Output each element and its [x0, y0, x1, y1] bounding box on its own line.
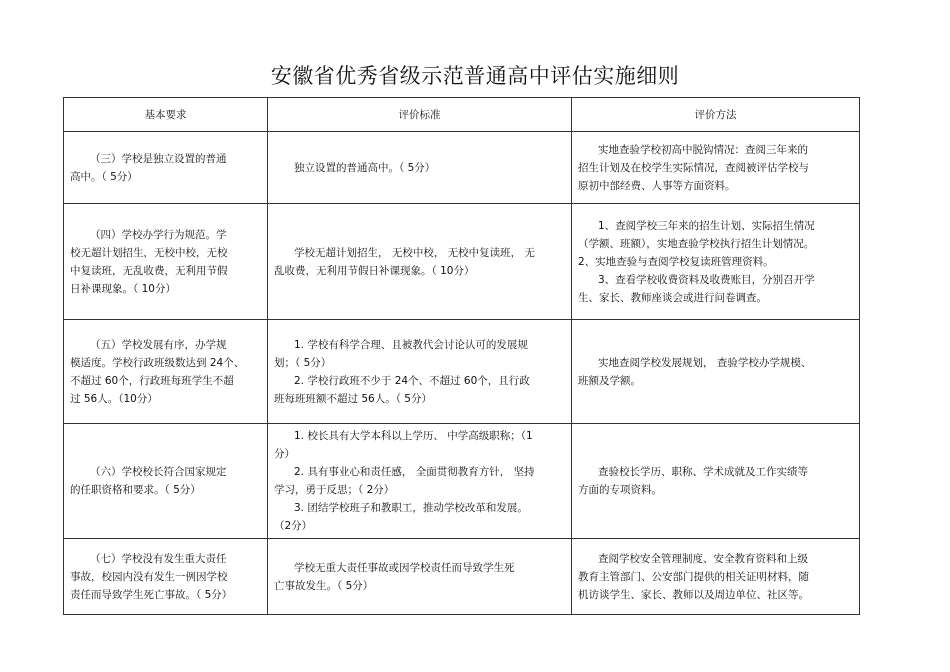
requirement-line: 事故，校园内没有发生一例因学校	[70, 570, 228, 583]
method-line: 教育主管部门、公安部门提供的相关证明材料，随	[578, 570, 809, 583]
standard-line: 独立设置的普通高中。（ 5分）	[294, 161, 436, 174]
method-line: 机访谈学生、家长、教师以及周边单位、社区等。	[578, 588, 809, 601]
requirement-line: （三）学校是独立设置的普通	[90, 152, 227, 165]
method-line: 生、家长、教师座谈会或进行问卷调查。	[578, 291, 767, 304]
cell-method	[572, 424, 860, 539]
cell-requirement	[64, 424, 268, 539]
table-header-row	[64, 98, 860, 132]
standard-line: 亡事故发生。（ 5分）	[274, 579, 374, 592]
table-row	[64, 320, 860, 424]
cell-standard	[268, 539, 572, 615]
method-line: （学额、班额），实地查验学校执行招生计划情况。	[578, 237, 815, 250]
standard-line: 1. 校长具有大学本科以上学历、 中学高级职称；（1	[294, 430, 533, 442]
requirement-line: 中复读班，无乱收费，无利用节假	[70, 264, 228, 277]
cell-standard	[268, 204, 572, 320]
cell-method	[572, 539, 860, 615]
standard-line: 分）	[274, 448, 295, 460]
requirement-line: （四）学校办学行为规范。学	[90, 228, 227, 241]
header-method: 评价方法	[572, 98, 860, 132]
header-standard: 评价标准	[268, 98, 572, 132]
cell-requirement	[64, 320, 268, 424]
standard-line: 划；（ 5分）	[274, 356, 332, 369]
table-row	[64, 424, 860, 539]
cell-requirement	[64, 539, 268, 615]
requirement-line: （六）学校校长符合国家规定	[90, 466, 227, 478]
requirement-line: 高中。（ 5分）	[70, 170, 138, 183]
requirement-line: 责任而导致学生死亡事故。（ 5分）	[70, 588, 233, 601]
standard-line: 学校无超计划招生， 无校中校， 无校中复读班， 无	[294, 246, 536, 259]
method-line: 方面的专项资料。	[578, 484, 662, 496]
cell-standard	[268, 424, 572, 539]
method-line: 3、查看学校收费资料及收费账目，分别召开学	[598, 273, 815, 286]
standard-line: 1. 学校有科学合理、且被教代会讨论认可的发展规	[294, 338, 528, 351]
cell-method	[572, 320, 860, 424]
standard-line: 班每班班额不超过 56人。（ 5分）	[274, 392, 432, 405]
requirement-line: （五）学校发展有序，办学规	[90, 338, 227, 351]
standard-line: 乱收费，无利用节假日补课现象。（ 10分）	[274, 264, 475, 277]
requirement-line: 校无超计划招生，无校中校，无校	[70, 246, 228, 259]
method-line: 实地查阅学校发展规划， 查验学校办学规模、	[598, 356, 812, 369]
method-line: 查验校长学历、职称、学术成就及工作实绩等	[598, 466, 808, 478]
header-requirement: 基本要求	[64, 98, 268, 132]
method-line: 实地查验学校初高中脱钩情况：查阅三年来的	[598, 143, 808, 156]
method-line: 查阅学校安全管理制度、安全教育资料和上级	[598, 552, 808, 565]
table-row	[64, 132, 860, 204]
requirement-line: 过 56人。（10分）	[70, 392, 158, 405]
method-line: 班额及学额。	[578, 374, 641, 387]
cell-standard	[268, 320, 572, 424]
requirement-line: 不超过 60个，行政班每班学生不超	[70, 374, 234, 387]
standard-line: （2分）	[274, 520, 313, 532]
method-line: 1、查阅学校三年来的招生计划、实际招生情况	[598, 219, 815, 232]
requirement-line: 日补课现象。（ 10分）	[70, 282, 176, 295]
method-line: 招生计划及在校学生实际情况，查阅被评估学校与	[578, 161, 809, 174]
standard-line: 学校无重大责任事故或因学校责任而导致学生死	[294, 561, 515, 574]
page-title: 安徽省优秀省级示范普通高中评估实施细则	[270, 64, 680, 88]
table-row	[64, 539, 860, 615]
requirement-line: 模适度。学校行政班级数达到 24个、	[70, 356, 245, 369]
standard-line: 2. 学校行政班不少于 24个、不超过 60个，且行政	[294, 374, 530, 387]
requirement-line: （七）学校没有发生重大责任	[90, 552, 227, 565]
standard-line: 学习，勇于反思；（ 2分）	[274, 484, 395, 496]
method-line: 2、实地查验与查阅学校复读班管理资料。	[578, 255, 774, 268]
requirement-line: 的任职资格和要求。（ 5分）	[70, 484, 201, 496]
standard-line: 3. 团结学校班子和教职工，推动学校改革和发展。	[294, 502, 528, 514]
standard-line: 2. 具有事业心和责任感， 全面贯彻教育方针， 坚持	[294, 466, 535, 478]
method-line: 原初中部经费、人事等方面资料。	[578, 179, 736, 192]
cell-requirement	[64, 204, 268, 320]
evaluation-table	[63, 97, 860, 615]
cell-standard	[268, 132, 572, 204]
cell-requirement	[64, 132, 268, 204]
cell-method	[572, 204, 860, 320]
table-row	[64, 204, 860, 320]
cell-method	[572, 132, 860, 204]
